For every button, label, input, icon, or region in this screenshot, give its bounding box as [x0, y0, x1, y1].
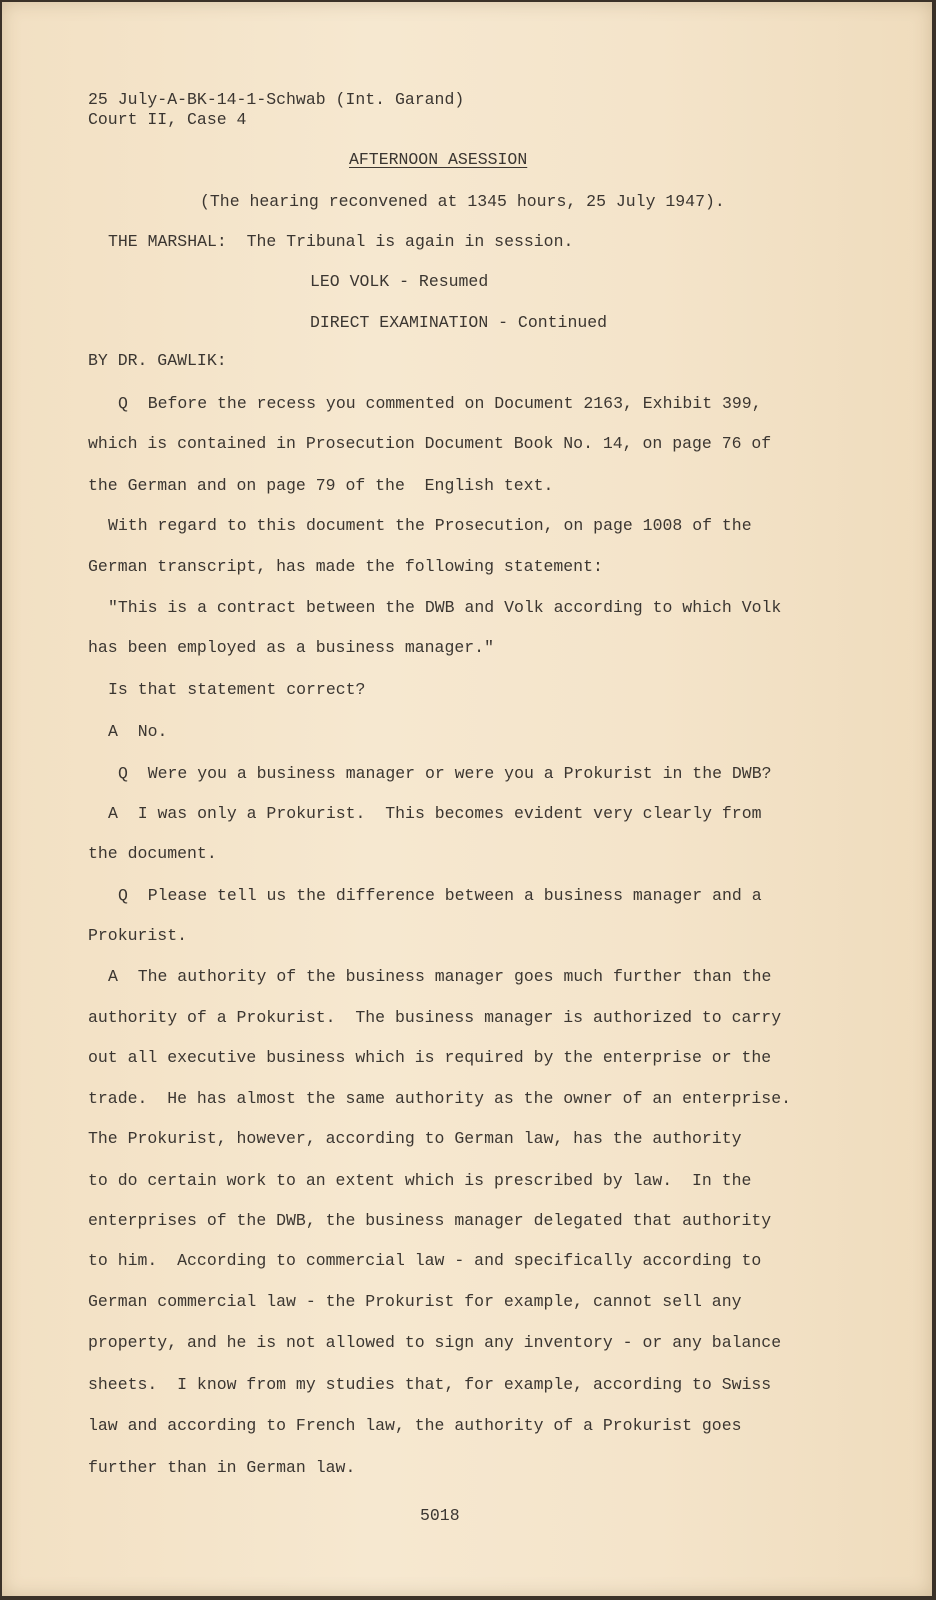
transcript-line: to him. According to commercial law - and specifically according to: [88, 1251, 762, 1270]
transcript-line: A I was only a Prokurist. This becomes evident very clearly from: [108, 804, 762, 823]
transcript-line: Q Were you a business manager or were you a Prokurist in the DWB?: [118, 764, 772, 783]
transcript-line: law and according to French law, the authority of a Prokurist goes: [88, 1416, 742, 1435]
witness-heading: LEO VOLK - Resumed: [310, 272, 489, 291]
transcript-line: property, and he is not allowed to sign any inventory - or any balance: [88, 1333, 782, 1352]
transcript-line: the German and on page 79 of the English text.: [88, 476, 554, 495]
reconvened-note: (The hearing reconvened at 1345 hours, 25 July 1947).: [200, 192, 725, 211]
examination-heading: DIRECT EXAMINATION - Continued: [310, 313, 608, 332]
transcript-line: to do certain work to an extent which is prescribed by law. In the: [88, 1171, 752, 1190]
transcript-line: Q Before the recess you commented on Document 2163, Exhibit 399,: [118, 394, 762, 413]
marshal-statement: THE MARSHAL: The Tribunal is again in session.: [108, 232, 574, 251]
transcript-line: "This is a contract between the DWB and Volk according to which Volk: [108, 598, 782, 617]
transcript-line: further than in German law.: [88, 1458, 356, 1477]
transcript-line: has been employed as a business manager.": [88, 638, 494, 657]
examiner-line: BY DR. GAWLIK:: [88, 351, 227, 370]
transcript-line: A The authority of the business manager goes much further than the: [108, 967, 772, 986]
transcript-line: the document.: [88, 844, 217, 863]
court-line: Court II, Case 4: [88, 110, 247, 129]
transcript-line: German transcript, has made the following statement:: [88, 557, 603, 576]
transcript-line: sheets. I know from my studies that, for example, according to Swiss: [88, 1375, 772, 1394]
transcript-line: German commercial law - the Prokurist for example, cannot sell any: [88, 1292, 742, 1311]
transcript-line: With regard to this document the Prosecution, on page 1008 of the: [108, 516, 752, 535]
transcript-line: Q Please tell us the difference between a business manager and a: [118, 886, 762, 905]
page-number: 5018: [420, 1506, 460, 1525]
transcript-line: out all executive business which is required by the enterprise or the: [88, 1048, 772, 1067]
transcript-line: trade. He has almost the same authority as the owner of an enterprise.: [88, 1089, 792, 1108]
transcript-line: Is that statement correct?: [108, 680, 366, 699]
transcript-line: enterprises of the DWB, the business manager delegated that authority: [88, 1211, 772, 1230]
reference-line: 25 July-A-BK-14-1-Schwab (Int. Garand): [88, 90, 465, 109]
transcript-line: which is contained in Prosecution Document Book No. 14, on page 76 of: [88, 434, 772, 453]
transcript-line: A No.: [108, 722, 168, 741]
transcript-line: The Prokurist, however, according to German law, has the authority: [88, 1129, 742, 1148]
session-title: AFTERNOON ASESSION: [349, 150, 528, 169]
transcript-line: Prokurist.: [88, 926, 188, 945]
transcript-line: authority of a Prokurist. The business manager is authorized to carry: [88, 1008, 782, 1027]
document-page: [2, 2, 932, 1596]
